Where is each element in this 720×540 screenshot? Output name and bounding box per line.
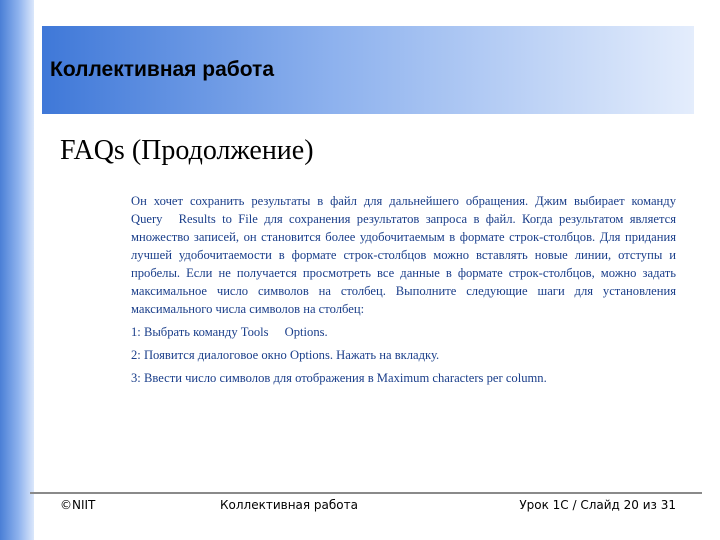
footer-course-title: Коллективная работа: [220, 498, 358, 512]
footer-divider: [30, 492, 702, 494]
footer-slide-info: Урок 1C / Слайд 20 из 31: [519, 498, 676, 512]
body-paragraph: Он хочет сохранить результаты в файл для дальнейшего обращения. Джим выбирает команду Query Results to File для сохранения результатов запроса в файл. Когда результатом является множество записей, он становится более удобочитаемым в формате строк-столбцов. Для придания лучшей удобочитаемости в формате строк-столбцов можно вставлять новые линии, отступы и пробелы. Если не получается просмотреть все данные в формате строк-столбцов, можно задать максимальное число символов на столбец. Выполните следующие шаги для установления максимального числа символов на столбец:: [131, 194, 676, 316]
footer-copyright: ©NIIT: [60, 498, 96, 512]
header-title: Коллективная работа: [50, 58, 275, 81]
left-decorative-bar: [0, 0, 34, 540]
step-2: 2: Появится диалоговое окно Options. Нажать на вкладку.: [131, 348, 440, 362]
slide-title: FAQs (Продолжение): [60, 135, 314, 166]
step-3: 3: Ввести число символов для отображения в Maximum characters per column.: [131, 371, 547, 385]
step-1: 1: Выбрать команду Tools Options.: [131, 325, 315, 339]
slide-body: [131, 192, 676, 392]
